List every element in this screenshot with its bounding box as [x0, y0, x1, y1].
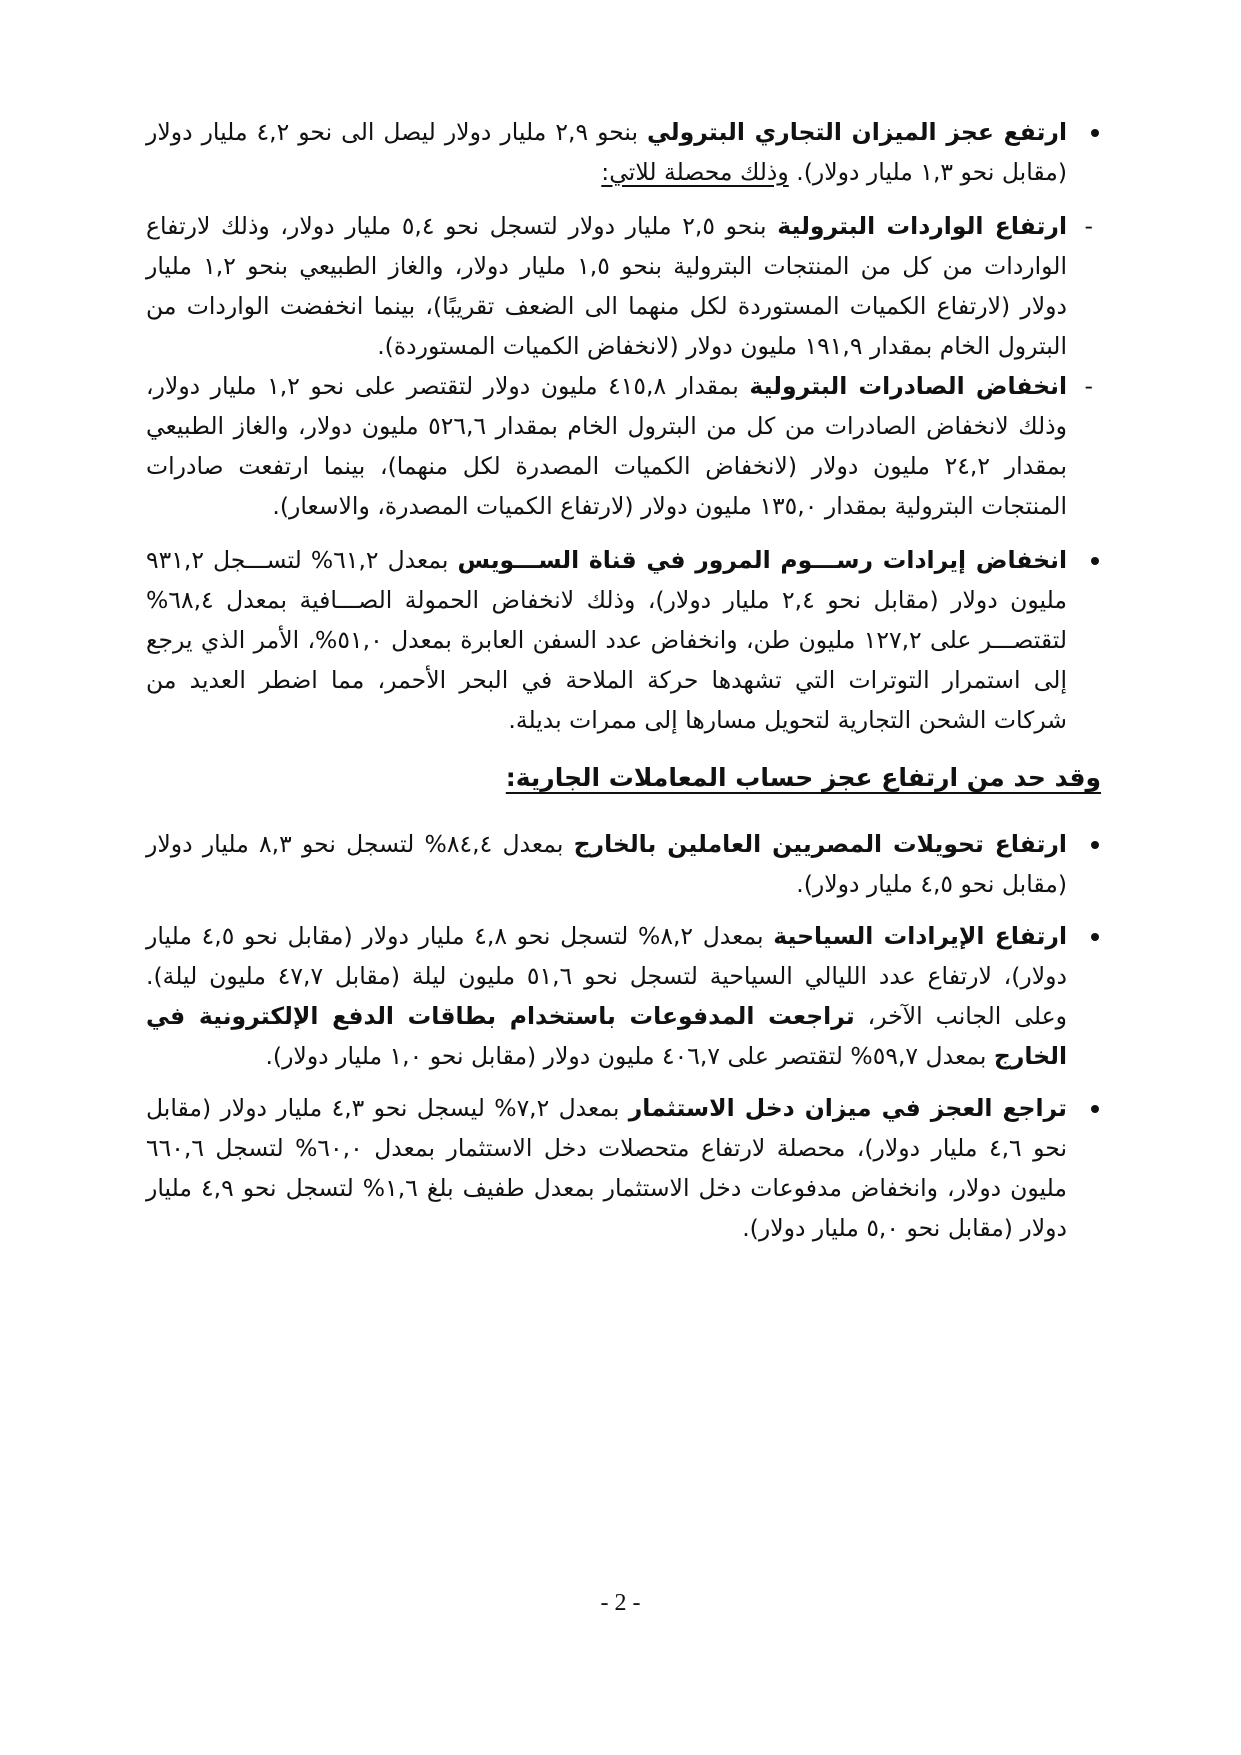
- bullet-icon: [1091, 933, 1099, 941]
- sub-item-petroleum-exports: [146, 366, 1101, 526]
- paragraph: [146, 1088, 1067, 1248]
- bullet-icon: [1091, 129, 1099, 137]
- bullet-tourism-revenues: [146, 916, 1101, 1076]
- bold-lead: تراجع العجز في ميزان دخل الاستثمار: [628, 1094, 1067, 1122]
- bullet-remittances: [146, 824, 1101, 904]
- section-heading: وقد حد من ارتفاع عجز حساب المعاملات الجارية:: [505, 763, 1101, 792]
- dash-icon: -: [1084, 372, 1093, 400]
- bullet-investment-income: [146, 1088, 1101, 1248]
- bold-lead: ارتفاع تحويلات المصريين العاملين بالخارج: [573, 830, 1067, 858]
- paragraph-text: بمقدار ٤١٥,٨ مليون دولار لتقتصر على نحو ١,٢ مليار دولار، وذلك لانخفاض الصادرات من كل من البترول الخام بمقدار ٥٢٦,٦ مليون دولار، والغاز الطبيعي بمقدار ٢٤,٢ مليون دولار (لانخفاض الكميات المصدرة لكل منهما)، بينما ارتفعت صادرات المنتجات البترولية بمقدار ١٣٥,٠ مليون دولار (لارتفاع الكميات المصدرة، والاسعار).: [146, 372, 1067, 520]
- bold-lead: انخفاض الصادرات البترولية: [749, 372, 1068, 400]
- bullet-icon: [1091, 841, 1099, 849]
- paragraph-text: بنحو ٢,٩ مليار دولار ليصل الى نحو ٤,٢ مليار دولار (مقابل نحو ١,٣ مليار دولار).: [146, 118, 1067, 186]
- paragraph-text: بمعدل ٧,٢% ليسجل نحو ٤,٣ مليار دولار (مقابل نحو ٤,٦ مليار دولار)، محصلة لارتفاع متحصلات دخل الاستثمار بمعدل ٦٠,٠% لتسجل ٦٦٠,٦ مليون دولار، وانخفاض مدفوعات دخل الاستثمار بمعدل طفيف بلغ ١,٦% لتسجل نحو ٤,٩ مليار دولار (مقابل نحو ٥,٠ مليار دولار).: [146, 1094, 1067, 1242]
- paragraph: [146, 540, 1067, 740]
- bold-lead: انخفاض إيرادات رســـوم المرور في قناة الســـويس: [457, 546, 1067, 574]
- paragraph-text: بمعدل ٨,٢% لتسجل نحو ٤,٨ مليار دولار (مقابل نحو ٤,٥ مليار دولار)، لارتفاع عدد الليالي السياحية لتسجل نحو ٥١,٦ مليون ليلة (مقابل ٤٧,٧ مليون ليلة). وعلى الجانب الآخر،: [146, 922, 1067, 1030]
- dash-icon: -: [1084, 212, 1093, 240]
- page-number: - 2 -: [600, 1590, 641, 1616]
- bold-lead: ارتفاع الواردات البترولية: [777, 212, 1067, 240]
- bullet-icon: [1091, 1105, 1099, 1113]
- paragraph: [146, 916, 1067, 1076]
- bullet-petroleum-trade-deficit: [146, 112, 1101, 192]
- paragraph: [146, 366, 1067, 526]
- paragraph: [146, 824, 1067, 904]
- paragraph-text: بمعدل ٥٩,٧% لتقتصر على ٤٠٦,٧ مليون دولار (مقابل نحو ١,٠ مليار دولار).: [265, 1042, 994, 1070]
- paragraph-text: بمعدل ٨٤,٤% لتسجل نحو ٨,٣ مليار دولار (مقابل نحو ٤,٥ مليار دولار).: [146, 830, 1067, 898]
- underlined-text: وذلك محصلة للاتي:: [601, 158, 789, 186]
- bold-lead: ارتفع عجز الميزان التجاري البترولي: [647, 118, 1068, 146]
- paragraph: [146, 112, 1067, 192]
- bold-inline: تراجعت المدفوعات باستخدام بطاقات الدفع الإلكترونية في الخارج: [146, 1002, 1067, 1070]
- bold-lead: ارتفاع الإيرادات السياحية: [773, 922, 1067, 950]
- paragraph-text: بنحو ٢,٥ مليار دولار لتسجل نحو ٥,٤ مليار دولار، وذلك لارتفاع الواردات من كل من المنتجات البترولية بنحو ١,٥ مليار دولار، والغاز الطبيعي بنحو ١,٢ مليار دولار (لارتفاع الكميات المستوردة لكل منهما الى الضعف تقريبًا)، بينما انخفضت الواردات من البترول الخام بمقدار ١٩١,٩ مليون دولار (لانخفاض الكميات المستوردة).: [146, 212, 1067, 360]
- bullet-suez-canal-revenues: [146, 540, 1101, 740]
- document-body: [146, 112, 1101, 1248]
- paragraph: [146, 206, 1067, 366]
- bullet-icon: [1091, 557, 1099, 565]
- sub-item-petroleum-imports: [146, 206, 1101, 366]
- paragraph-text: بمعدل ٦١,٢% لتســـجل ٩٣١,٢ مليون دولار (مقابل نحو ٢,٤ مليار دولار)، وذلك لانخفاض الحمولة الصـــافية بمعدل ٦٨,٤% لتقتصـــر على ١٢٧,٢ مليون طن، وانخفاض عدد السفن العابرة بمعدل ٥١,٠%، الأمر الذي يرجع إلى استمرار التوترات التي تشهدها حركة الملاحة في البحر الأحمر، مما اضطر العديد من شركات الشحن التجارية لتحويل مسارها إلى ممرات بديلة.: [146, 546, 1068, 734]
